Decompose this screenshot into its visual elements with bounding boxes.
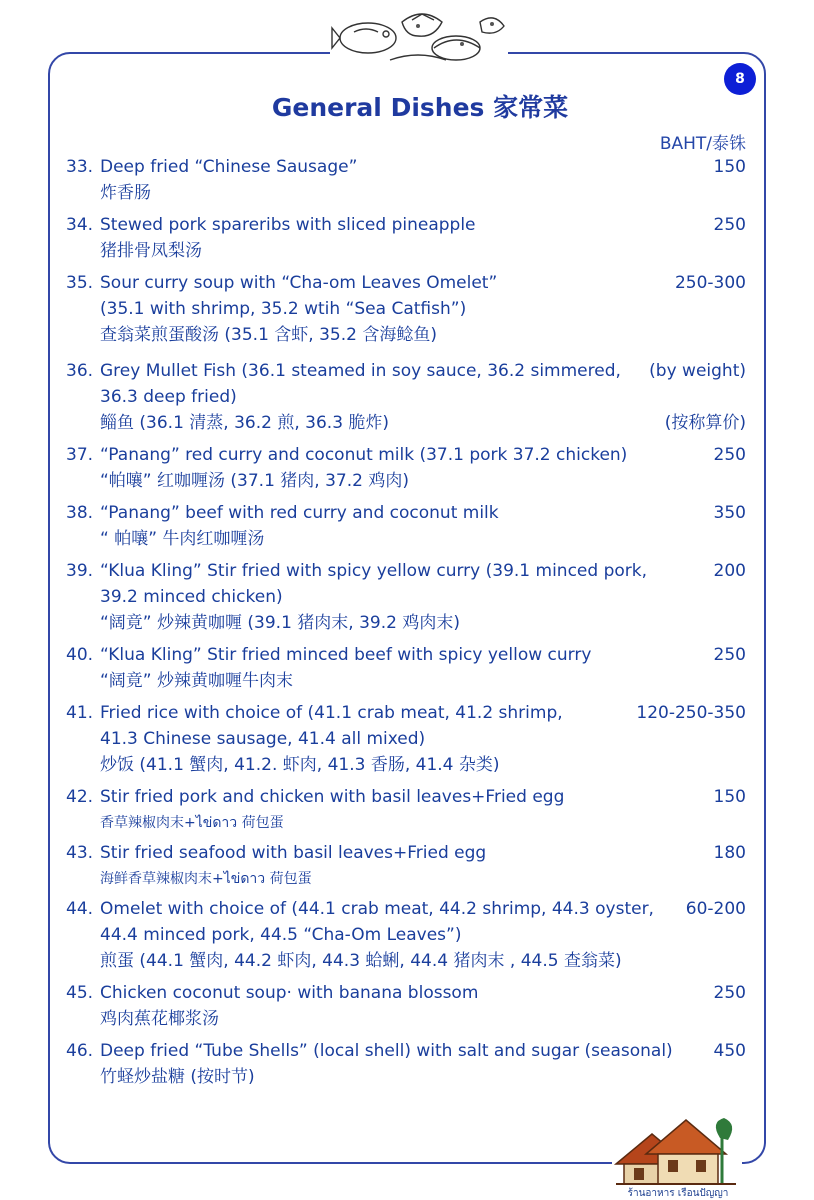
item-number: 43.: [66, 843, 94, 863]
menu-item: [66, 212, 754, 270]
item-number: 41.: [66, 703, 94, 723]
menu-item: [66, 784, 754, 840]
item-name-en: Sour curry soup with “Cha-om Leaves Omelet”: [100, 273, 498, 293]
menu-item: [66, 500, 754, 558]
menu-item: [66, 358, 754, 442]
item-name-cn: “阔竟” 炒辣黄咖喱牛肉末: [100, 671, 294, 691]
item-name-cn: “帕嚷” 红咖喱汤 (37.1 猪肉, 37.2 鸡肉): [100, 471, 410, 491]
item-name-en: Stir fried pork and chicken with basil leaves+Fried egg: [100, 787, 565, 807]
item-name-en: Deep fried “Chinese Sausage”: [100, 157, 358, 177]
restaurant-house-logo: [612, 1112, 742, 1200]
item-name-en: Grey Mullet Fish (36.1 steamed in soy sauce, 36.2 simmered,: [100, 361, 621, 381]
item-name-cn: 香草辣椒肉末+ไข่ดาว 荷包蛋: [100, 815, 284, 831]
item-name-cn: 煎蛋 (44.1 蟹肉, 44.2 虾肉, 44.3 蛤蜊, 44.4 猪肉末 , 44.5 查翁菜): [100, 951, 622, 971]
item-price: 120-250-350: [636, 703, 746, 723]
item-number: 36.: [66, 361, 94, 381]
item-name-cn: 竹蛏炒盐糖 (按时节): [100, 1067, 255, 1087]
item-price: 60-200: [685, 899, 746, 919]
menu-item: [66, 700, 754, 784]
item-number: 42.: [66, 787, 94, 807]
item-price: 200: [713, 561, 746, 581]
item-name-en: “Klua Kling” Stir fried with spicy yellow curry (39.1 minced pork,: [100, 561, 648, 581]
item-price: 250: [713, 645, 746, 665]
menu-item: [66, 642, 754, 700]
item-name-cn: 海鲜香草辣椒肉末+ไข่ดาว 荷包蛋: [100, 871, 312, 887]
seafood-illustration: [330, 2, 508, 68]
menu-item: [66, 1038, 754, 1096]
item-name-cn: 炒饭 (41.1 蟹肉, 41.2. 虾肉, 41.3 香肠, 41.4 杂类): [100, 755, 500, 775]
page-title: General Dishes 家常菜: [271, 93, 569, 122]
item-name-en-cont: (35.1 with shrimp, 35.2 wtih “Sea Catfish”): [100, 299, 467, 319]
logo-text: ร้านอาหาร เรือนปัญญา: [627, 1188, 729, 1199]
item-number: 39.: [66, 561, 94, 581]
item-name-en: Omelet with choice of (44.1 crab meat, 44.2 shrimp, 44.3 oyster,: [100, 899, 654, 919]
menu-item: [66, 270, 754, 358]
item-price: 150: [713, 787, 746, 807]
item-name-cn: “ 帕嚷” 牛肉红咖喱汤: [100, 529, 265, 549]
item-number: 33.: [66, 157, 94, 177]
menu-item: [66, 896, 754, 980]
item-price: 250: [713, 215, 746, 235]
item-number: 35.: [66, 273, 94, 293]
item-price: 250: [713, 983, 746, 1003]
item-price: 350: [713, 503, 746, 523]
item-number: 40.: [66, 645, 94, 665]
item-price: (by weight): [649, 361, 746, 381]
item-name-cn: [66, 410, 754, 436]
item-number: 45.: [66, 983, 94, 1003]
item-name-en: Fried rice with choice of (41.1 crab meat, 41.2 shrimp,: [100, 703, 563, 723]
item-price: 150: [713, 157, 746, 177]
item-price-cn: (按称算价): [664, 413, 746, 433]
item-name-en: “Panang” beef with red curry and coconut milk: [100, 503, 499, 523]
item-name-en: Stir fried seafood with basil leaves+Fried egg: [100, 843, 487, 863]
item-name-en: “Panang” red curry and coconut milk (37.1 pork 37.2 chicken): [100, 445, 628, 465]
item-number: 38.: [66, 503, 94, 523]
item-name-en: Stewed pork spareribs with sliced pineapple: [100, 215, 476, 235]
item-name-cn-text: 鲻鱼 (36.1 清蒸, 36.2 煎, 36.3 脆炸): [100, 413, 390, 433]
menu-item: [66, 980, 754, 1038]
item-name-cn: 查翁菜煎蛋酸汤 (35.1 含虾, 35.2 含海鲶鱼): [100, 325, 437, 345]
item-price: 450: [713, 1041, 746, 1061]
item-price: 250: [713, 445, 746, 465]
item-number: 37.: [66, 445, 94, 465]
item-number: 46.: [66, 1041, 94, 1061]
currency-label: BAHT/泰铢: [659, 134, 746, 154]
item-number: 34.: [66, 215, 94, 235]
page-number-badge: 8: [724, 63, 756, 95]
item-name-cn: 炸香肠: [100, 183, 151, 203]
item-name-en-cont: 36.3 deep fried): [100, 387, 237, 407]
item-name-en-cont: 39.2 minced chicken): [100, 587, 283, 607]
menu-item: [66, 154, 754, 212]
item-price: 250-300: [674, 273, 746, 293]
menu-item: [66, 442, 754, 500]
item-name-en-cont: 44.4 minced pork, 44.5 “Cha-Om Leaves”): [100, 925, 462, 945]
menu-item: [66, 558, 754, 642]
menu-item: [66, 840, 754, 896]
item-number: 44.: [66, 899, 94, 919]
item-name-en: Deep fried “Tube Shells” (local shell) with salt and sugar (seasonal): [100, 1041, 673, 1061]
item-name-en: Chicken coconut soup· with banana blossom: [100, 983, 479, 1003]
item-name-en-cont: 41.3 Chinese sausage, 41.4 all mixed): [100, 729, 426, 749]
item-price: 180: [713, 843, 746, 863]
item-name-cn: 鸡肉蕉花椰浆汤: [100, 1009, 219, 1029]
item-name-cn: “阔竟” 炒辣黄咖喱 (39.1 猪肉末, 39.2 鸡肉末): [100, 613, 461, 633]
menu-list: [66, 154, 754, 1096]
item-name-cn: 猪排骨凤梨汤: [100, 241, 202, 261]
item-name-en: “Klua Kling” Stir fried minced beef with spicy yellow curry: [100, 645, 592, 665]
